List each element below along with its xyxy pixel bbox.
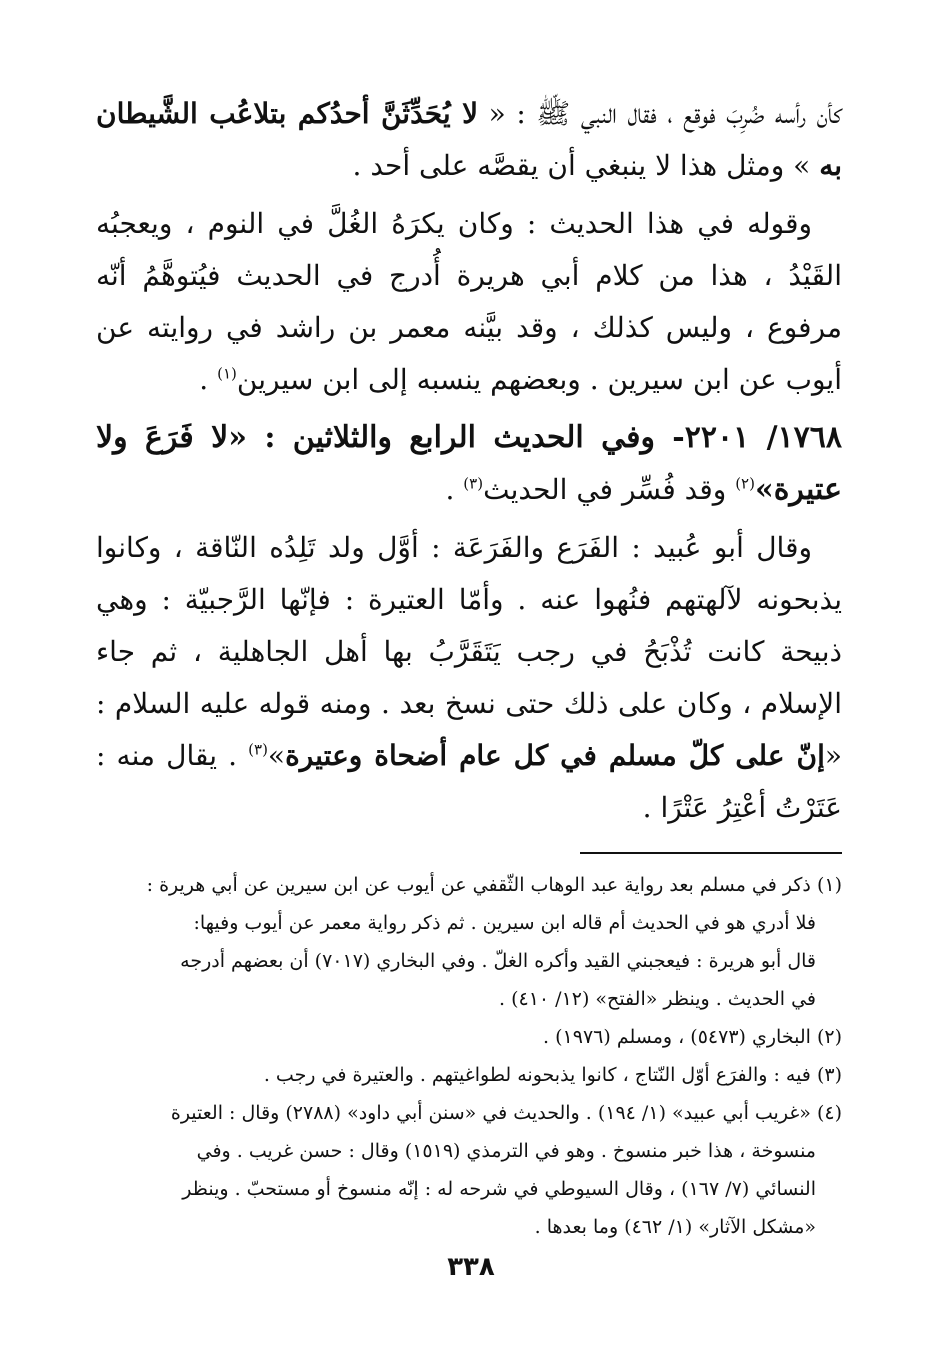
footnotes: [96, 866, 842, 1246]
page-number: ٣٣٨: [447, 1252, 495, 1282]
footnote-line: فلا أدري هو في الحديث أم قاله ابن سيرين . ثم ذكر رواية معمر عن أيوب وفيها:: [193, 912, 816, 934]
footnote-line: «مشكل الآثار» (١/ ٤٦٢) وما بعدها .: [534, 1216, 816, 1238]
footnote-2: (٢) البخاري (٥٤٧٣) ، ومسلم (١٩٧٦) .: [543, 1026, 842, 1048]
footnote-ref: (٣): [248, 740, 268, 759]
hadith-heading: ١٧٦٨/ ٢٢٠١- وفي الحديث الرابع والثلاثين : «لا فَرَعَ ولا عتيرة»$^{(٢)}$ وقد فُسِّر في الحديث$^{(٣)}$ .: [96, 420, 842, 507]
footnote-ref: (١): [217, 364, 237, 383]
page-content: [96, 88, 842, 1246]
footnote-3: (٣) فيه : والفرَع أوّل النّتاج ، كانوا يذبحونه لطواغيتهم . والعتيرة في رجب .: [263, 1064, 842, 1086]
paragraph-2: وقوله في هذا الحديث : وكان يكرَهُ الغُلَّ في النوم ، ويعجبُه القَيْدُ ، هذا من كلام أبي هريرة أُدرج في الحديث فيُتوهَّمُ أنّه مرفوع ، وليس كذلك ، وقد بيَّنه معمر بن راشد في روايته عن أيوب عن ابن سيرين . وبعضهم ينسبه إلى ابن سيرين$^{(١)}$ .: [96, 207, 842, 396]
paragraph-1: كأن رأسه ضُرِبَ فوقع ، فقال النبي ﷺ : « لا يُحَدِّثَنَّ أحدُكم بتلاعُب الشَّيطان به » ومثل هذا لا ينبغي أن يقصَّه على أحد .: [96, 97, 842, 182]
footnote-1: (١) ذكر في مسلم بعد رواية عبد الوهاب الثّقفي عن أيوب عن ابن سيرين عن أبي هريرة :: [146, 874, 842, 896]
footnote-ref: (٢): [735, 474, 755, 493]
footnote-divider: [580, 852, 842, 854]
hadith-quote: إنّ على كلّ مسلم في كل عام أضحاة وعتيرة: [285, 739, 825, 772]
footnote-ref: (٣): [463, 474, 484, 493]
footnote-line: النسائي (٧/ ١٦٧) ، وقال السيوطي في شرحه له : إنّه منسوخ أو مستحبّ . وينظر: [182, 1178, 816, 1200]
main-text: [96, 88, 842, 834]
footnote-line: في الحديث . وينظر «الفتح» (١٢/ ٤١٠) .: [498, 988, 816, 1010]
footnote-4: (٤) «غريب أبي عبيد» (١/ ١٩٤) . والحديث في «سنن أبي داود» (٢٧٨٨) وقال : العتيرة: [170, 1102, 842, 1124]
paragraph-4: وقال أبو عُبيد : الفَرَع والفَرَعَة : أوَّل ولد تَلِدُه النّاقة ، وكانوا يذبحونه لآلهتهم فنُهوا عنه . وأمّا العتيرة : فإنّها الرَّجبيّة : وهي ذبيحة كانت تُذْبَحُ في رجب يَتَقَرَّبُ بها أهل الجاهلية ، ثم جاء الإسلام ، وكان على ذلك حتى نسخ بعد . ومنه قوله عليه السلام : «إنّ على كلّ مسلم في كل عام أضحاة وعتيرة»$^{(٣)}$ . يقال منه : عَتَرْتُ أعْتِرُ عَتْرًا .: [96, 531, 842, 824]
hadith-quote: لا يُحَدِّثَنَّ أحدُكم بتلاعُب الشَّيطان به: [96, 97, 842, 182]
footnote-line: قال أبو هريرة : فيعجبني القيد وأكره الغلّ . وفي البخاري (٧٠١٧) أن بعضهم أدرجه: [180, 950, 816, 972]
footnote-line: منسوخة ، هذا خبر منسوخ . وهو في الترمذي (١٥١٩) وقال : حسن غريب . وفي: [196, 1140, 816, 1162]
